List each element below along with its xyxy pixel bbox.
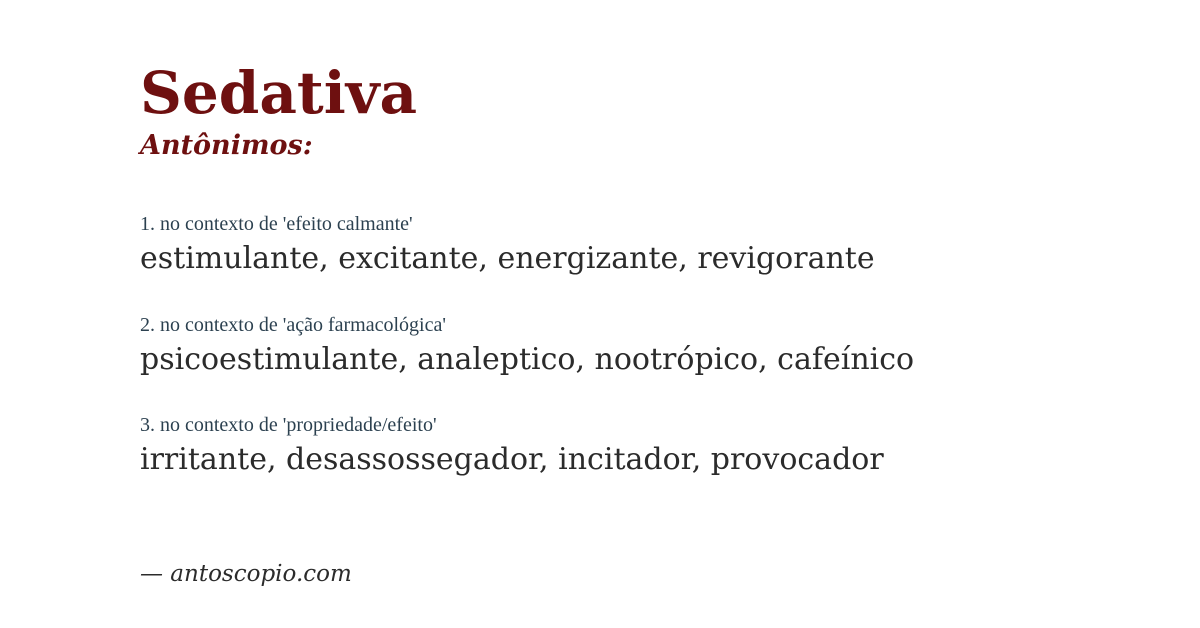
entry-antonyms-list: irritante, desassossegador, incitador, provocador — [140, 442, 884, 477]
entry-context-text: no contexto de 'propriedade/efeito' — [160, 414, 437, 436]
antonym-entry-2 — [140, 312, 1140, 381]
entry-context-text: no contexto de 'efeito calmante' — [160, 213, 413, 235]
entry-antonyms-list: psicoestimulante, analeptico, nootrópico, cafeínico — [140, 341, 915, 377]
entry-context-text: no contexto de 'ação farmacológica' — [160, 313, 446, 336]
page-title: Sedativa — [140, 59, 418, 127]
entry-context-line — [140, 312, 1140, 338]
antonyms-section-label: Antônimos: — [140, 130, 313, 161]
entry-number: 1. — [140, 213, 155, 235]
antonym-entries — [140, 211, 1140, 481]
entry-context-line — [140, 211, 1140, 237]
entry-context-line — [140, 412, 1140, 438]
antonym-entry-1 — [140, 211, 1140, 280]
antonym-entry-3 — [140, 412, 1140, 481]
entry-number: 2. — [140, 313, 155, 336]
source-attribution: — antoscopio.com — [140, 560, 352, 587]
entry-antonyms-list: estimulante, excitante, energizante, revigorante — [140, 241, 875, 276]
entry-number: 3. — [140, 414, 155, 436]
